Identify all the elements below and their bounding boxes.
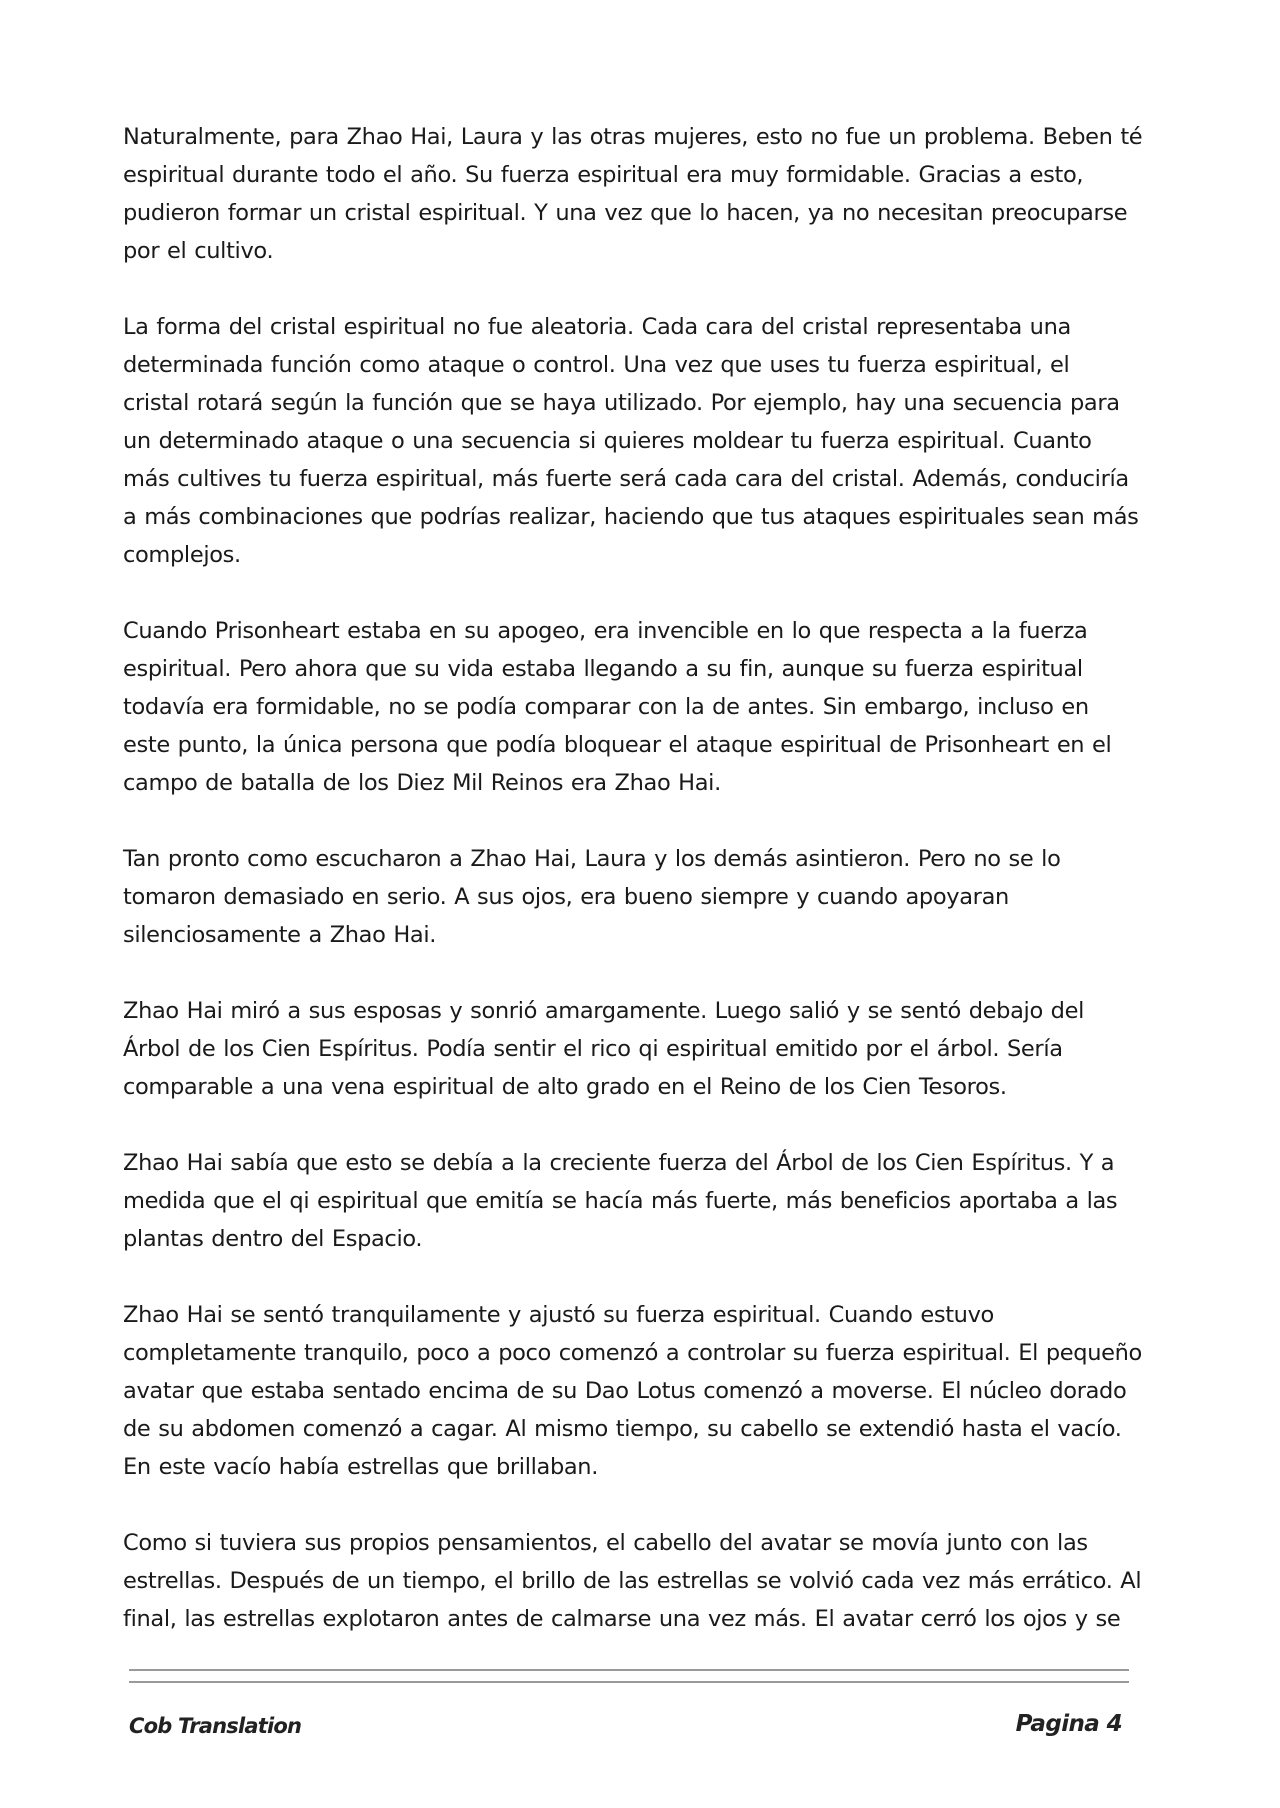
- paragraph-8: Como si tuviera sus propios pensamientos, el cabello del avatar se movía junto con las estrellas. Después de un tiempo, el brillo de las estrellas se volvió cada vez más errático. Al final, las estrellas explotaron antes de calmarse una vez más. El avatar cerró los ojos y se: [123, 1530, 1142, 1632]
- paragraph-6: Zhao Hai sabía que esto se debía a la creciente fuerza del Árbol de los Cien Espíritus. Y a medida que el qi espiritual que emitía se hacía más fuerte, más beneficios aportaba a las plantas dentro del Espacio.: [123, 1150, 1118, 1252]
- footer-divider-top: [129, 1669, 1129, 1671]
- paragraph-1: Naturalmente, para Zhao Hai, Laura y las otras mujeres, esto no fue un problema. Beben té espiritual durante todo el año. Su fuerza espiritual era muy formidable. Gracias a esto, pudieron formar un cristal espiritual. Y una vez que lo hacen, ya no necesitan preocuparse por el cultivo.: [123, 124, 1143, 264]
- footer-publisher: Cob Translation: [129, 1714, 302, 1738]
- paragraph-7: Zhao Hai se sentó tranquilamente y ajustó su fuerza espiritual. Cuando estuvo completamente tranquilo, poco a poco comenzó a controlar su fuerza espiritual. El pequeño avatar que estaba sentado encima de su Dao Lotus comenzó a moverse. El núcleo dorado de su abdomen comenzó a cagar. Al mismo tiempo, su cabello se extendió hasta el vacío. En este vacío había estrellas que brillaban.: [123, 1302, 1142, 1480]
- paragraph-5: Zhao Hai miró a sus esposas y sonrió amargamente. Luego salió y se sentó debajo del Árbol de los Cien Espíritus. Podía sentir el rico qi espiritual emitido por el árbol. Sería comparable a una vena espiritual de alto grado en el Reino de los Cien Tesoros.: [123, 998, 1084, 1100]
- footer-page-number: Pagina 4: [1015, 1711, 1122, 1737]
- footer-divider-bottom: [129, 1681, 1129, 1683]
- paragraph-2: La forma del cristal espiritual no fue aleatoria. Cada cara del cristal representaba una determinada función como ataque o control. Una vez que uses tu fuerza espiritual, el cristal rotará según la función que se haya utilizado. Por ejemplo, hay una secuencia para un determinado ataque o una secuencia si quieres moldear tu fuerza espiritual. Cuanto más cultives tu fuerza espiritual, más fuerte será cada cara del cristal. Además, conduciría a más combinaciones que podrías realizar, haciendo que tus ataques espirituales sean más complejos.: [123, 314, 1139, 568]
- document-body: [123, 118, 1143, 1676]
- paragraph-3: Cuando Prisonheart estaba en su apogeo, era invencible en lo que respecta a la fuerza espiritual. Pero ahora que su vida estaba llegando a su fin, aunque su fuerza espiritual todavía era formidable, no se podía comparar con la de antes. Sin embargo, incluso en este punto, la única persona que podía bloquear el ataque espiritual de Prisonheart en el campo de batalla de los Diez Mil Reinos era Zhao Hai.: [123, 618, 1112, 796]
- paragraph-4: Tan pronto como escucharon a Zhao Hai, Laura y los demás asintieron. Pero no se lo tomaron demasiado en serio. A sus ojos, era bueno siempre y cuando apoyaran silenciosamente a Zhao Hai.: [123, 846, 1061, 948]
